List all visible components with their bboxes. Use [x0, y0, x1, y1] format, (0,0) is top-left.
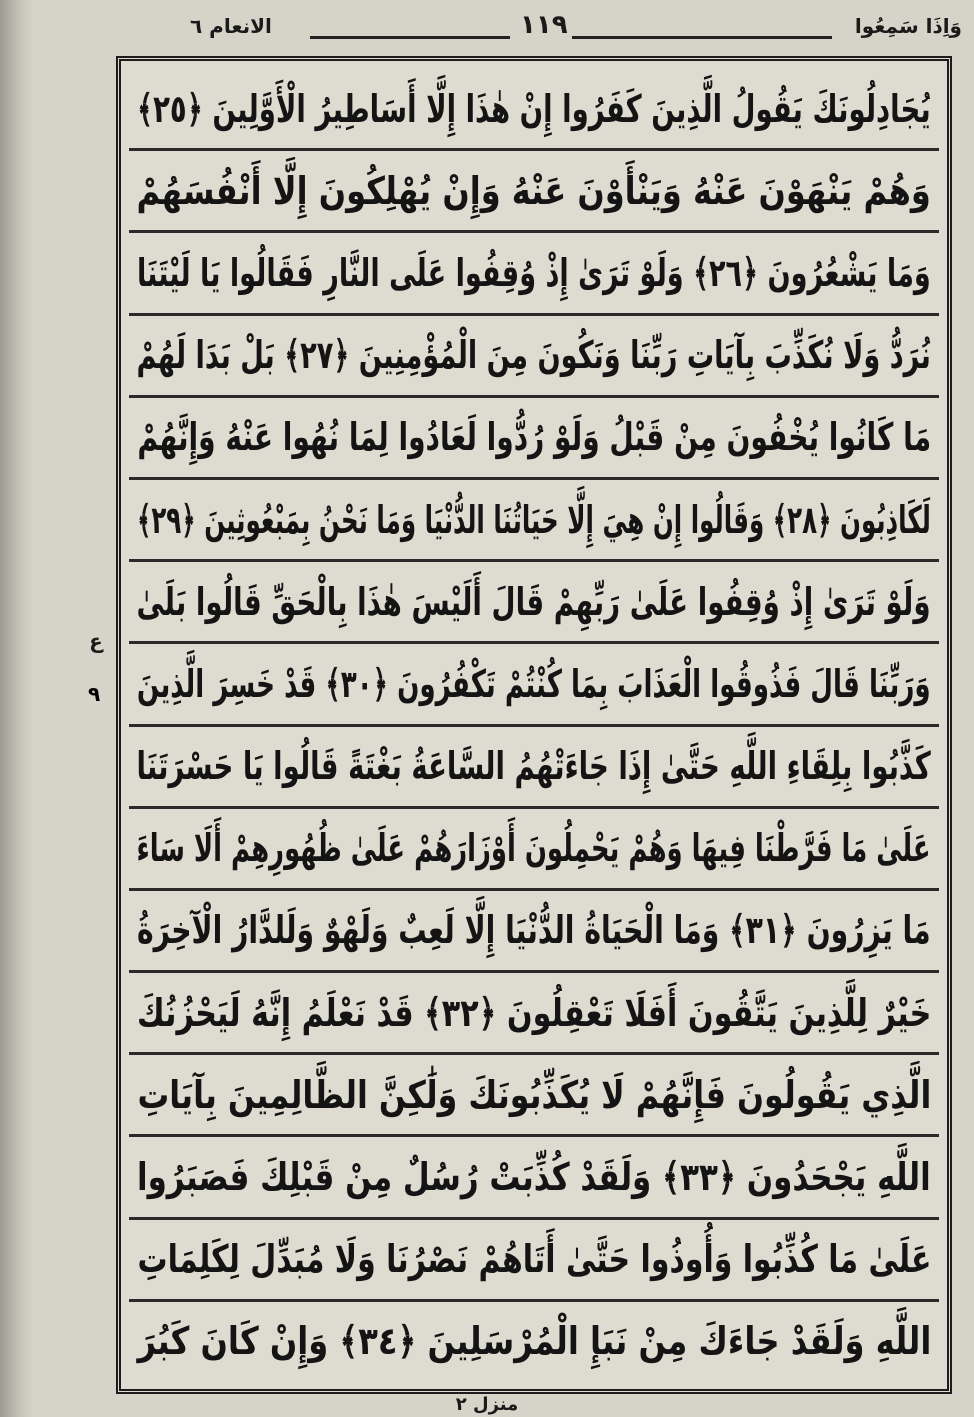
text-line — [129, 644, 939, 726]
line-text: يُجَادِلُونَكَ يَقُولُ الَّذِينَ كَفَرُوا إِنْ هٰذَا إِلَّا أَسَاطِيرُ الْأَوَّلِينَ ﴿٢٥﴾ — [137, 86, 931, 131]
line-text: اللَّهِ وَلَقَدْ جَاءَكَ مِنْ نَبَإِ الْمُرْسَلِينَ ﴿٣٤﴾ وَإِنْ كَانَ كَبُرَ — [137, 1319, 931, 1364]
line-text: وَمَا يَشْعُرُونَ ﴿٢٦﴾ وَلَوْ تَرَىٰ إِذْ وُقِفُوا عَلَى النَّارِ فَقَالُوا يَا لَيْتَنَا — [137, 250, 931, 295]
text-line — [129, 1220, 939, 1302]
text-line — [129, 562, 939, 644]
text-line — [129, 809, 939, 891]
line-text: عَلَىٰ مَا فَرَّطْنَا فِيهَا وَهُمْ يَحْمِلُونَ أَوْزَارَهُمْ عَلَىٰ ظُهُورِهِمْ أَلَا سَاءَ — [136, 826, 932, 871]
line-text: خَيْرٌ لِلَّذِينَ يَتَّقُونَ أَفَلَا تَعْقِلُونَ ﴿٣٢﴾ قَدْ نَعْلَمُ إِنَّهُ لَيَحْزُنُكَ — [136, 990, 932, 1035]
line-text: نُرَدُّ وَلَا نُكَذِّبَ بِآيَاتِ رَبِّنَا وَنَكُونَ مِنَ الْمُؤْمِنِينَ ﴿٢٧﴾ بَلْ بَدَا لَهُمْ — [136, 333, 932, 378]
text-line — [129, 1137, 939, 1219]
text-line — [129, 1302, 939, 1381]
text-line — [129, 233, 939, 315]
book-spine-shadow — [0, 0, 34, 1417]
text-line — [129, 480, 939, 562]
header-rule-left — [310, 36, 510, 39]
line-text: كَذَّبُوا بِلِقَاءِ اللَّهِ حَتَّىٰ إِذَا جَاءَتْهُمُ السَّاعَةُ بَغْتَةً قَالُوا يَا حَسْرَتَنَا — [136, 744, 932, 789]
text-line — [129, 973, 939, 1055]
line-text: وَهُمْ يَنْهَوْنَ عَنْهُ وَيَنْأَوْنَ عَنْهُ وَإِنْ يُهْلِكُونَ إِلَّا أَنْفُسَهُمْ — [136, 168, 932, 213]
juz-name: وَاِذَا سَمِعُوا — [854, 14, 962, 38]
line-text: الَّذِي يَقُولُونَ فَإِنَّهُمْ لَا يُكَذِّبُونَكَ وَلَٰكِنَّ الظَّالِمِينَ بِآيَاتِ — [137, 1072, 931, 1117]
text-line — [129, 151, 939, 233]
ruku-number: ٩ — [88, 682, 101, 706]
line-text: اللَّهِ يَجْحَدُونَ ﴿٣٣﴾ وَلَقَدْ كُذِّبَتْ رُسُلٌ مِنْ قَبْلِكَ فَصَبَرُوا — [137, 1155, 931, 1200]
line-text: وَرَبِّنَا قَالَ فَذُوقُوا الْعَذَابَ بِمَا كُنْتُمْ تَكْفُرُونَ ﴿٣٠﴾ قَدْ خَسِرَ الَّذِينَ — [137, 661, 931, 706]
header-rule-right — [572, 36, 832, 39]
ruku-mark: ع — [89, 629, 103, 653]
text-line — [129, 1055, 939, 1137]
text-line — [129, 398, 939, 480]
manzil-footer: منزل ٢ — [455, 1394, 519, 1415]
text-line — [129, 316, 939, 398]
text-line — [129, 891, 939, 973]
page-number: ١١٩ — [520, 10, 568, 40]
line-text: وَلَوْ تَرَىٰ إِذْ وُقِفُوا عَلَىٰ رَبِّهِمْ قَالَ أَلَيْسَ هٰذَا بِالْحَقِّ قَالُوا بَلَىٰ — [136, 579, 932, 624]
page-header — [110, 6, 962, 46]
text-line — [129, 69, 939, 151]
line-text: عَلَىٰ مَا كُذِّبُوا وَأُوذُوا حَتَّىٰ أَتَاهُمْ نَصْرُنَا وَلَا مُبَدِّلَ لِكَلِمَاتِ — [137, 1237, 932, 1282]
surah-name: الانعام ٦ — [190, 14, 272, 38]
line-text: مَا كَانُوا يُخْفُونَ مِنْ قَبْلُ وَلَوْ رُدُّوا لَعَادُوا لِمَا نُهُوا عَنْهُ وَإِنَّهُمْ — [137, 415, 931, 460]
text-lines — [129, 69, 939, 1381]
text-line — [129, 727, 939, 809]
line-text: لَكَاذِبُونَ ﴿٢٨﴾ وَقَالُوا إِنْ هِيَ إِلَّا حَيَاتُنَا الدُّنْيَا وَمَا نَحْنُ بِمَبْعُوثِينَ ﴿٢٩﴾ — [137, 497, 931, 542]
line-text: مَا يَزِرُونَ ﴿٣١﴾ وَمَا الْحَيَاةُ الدُّنْيَا إِلَّا لَعِبٌ وَلَهْوٌ وَلَلدَّارُ الْآخِرَةُ — [137, 908, 931, 953]
text-frame — [116, 56, 952, 1394]
